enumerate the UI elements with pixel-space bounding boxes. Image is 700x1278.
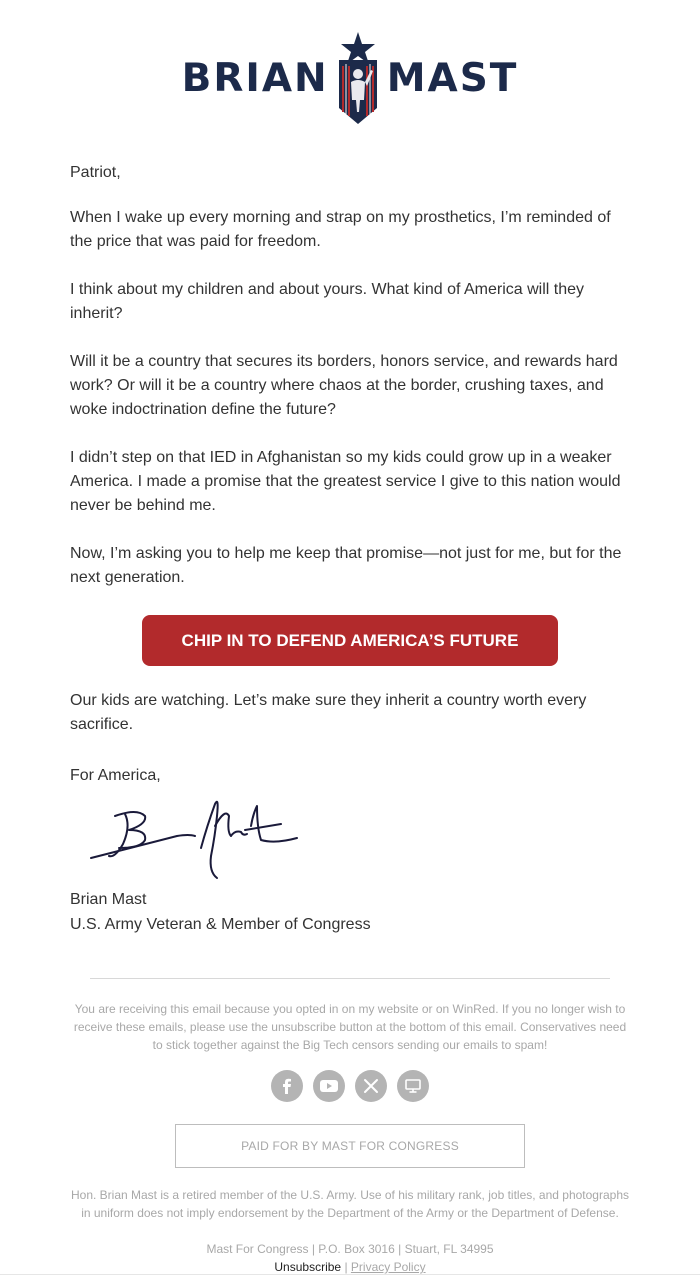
body-paragraph: Now, I’m asking you to help me keep that promise—not just for me, but for the next generation. [70, 545, 622, 586]
website-icon[interactable] [397, 1070, 429, 1102]
social-links [0, 1070, 700, 1102]
x-icon[interactable] [355, 1070, 387, 1102]
paid-for-box: PAID FOR BY MAST FOR CONGRESS [175, 1124, 525, 1168]
body-paragraph: Will it be a country that secures its borders, honors service, and rewards hard work? Or will it be a country where chaos at the border, crushing taxes, and woke indoctrination define the future? [70, 353, 618, 418]
privacy-policy-link[interactable]: Privacy Policy [350, 1260, 426, 1274]
signoff: For America, [70, 767, 161, 784]
handwritten-signature [85, 786, 325, 886]
brand-logo [0, 28, 700, 128]
signer-name: Brian Mast [70, 891, 147, 908]
unsubscribe-link[interactable]: Unsubscribe [274, 1260, 342, 1274]
military-disclaimer: Hon. Brian Mast is a retired member of the U.S. Army. Use of his military rank, job titles, and photographs in uniform does not imply endorsement by the Department of the Army or the Department of Defense. [70, 1188, 629, 1220]
signer-title: U.S. Army Veteran & Member of Congress [70, 916, 371, 933]
body-paragraph: I didn’t step on that IED in Afghanistan so my kids could grow up in a weaker America. I made a promise that the greatest service I give to this nation would never be behind me. [70, 449, 621, 514]
closing-paragraph: Our kids are watching. Let’s make sure they inherit a country worth every sacrifice. [70, 692, 587, 733]
body-paragraph: When I wake up every morning and strap on my prosthetics, I’m reminded of the price that was paid for freedom. [70, 209, 611, 250]
footer-links [0, 1259, 700, 1275]
facebook-icon[interactable] [271, 1070, 303, 1102]
mailing-address: Mast For Congress | P.O. Box 3016 | Stuart, FL 34995 [206, 1242, 494, 1256]
donate-button[interactable]: CHIP IN TO DEFEND AMERICA’S FUTURE [142, 615, 558, 666]
link-separator: | [344, 1260, 348, 1274]
footer-divider [90, 978, 610, 979]
logo-text-right: MAST [386, 55, 519, 101]
optin-disclaimer: You are receiving this email because you opted in on my website or on WinRed. If you no longer wish to receive these emails, please use the unsubscribe button at the bottom of this email. Conservatives need to stick together against the Big Tech censors sending our emails to spam! [73, 1002, 627, 1052]
body-paragraph: I think about my children and about yours. What kind of America will they inherit? [70, 281, 585, 322]
soldier-star-emblem-icon [331, 30, 385, 126]
youtube-icon[interactable] [313, 1070, 345, 1102]
logo-text-left: BRIAN [181, 55, 329, 101]
bottom-rule [0, 1274, 700, 1275]
greeting: Patriot, [70, 164, 121, 181]
